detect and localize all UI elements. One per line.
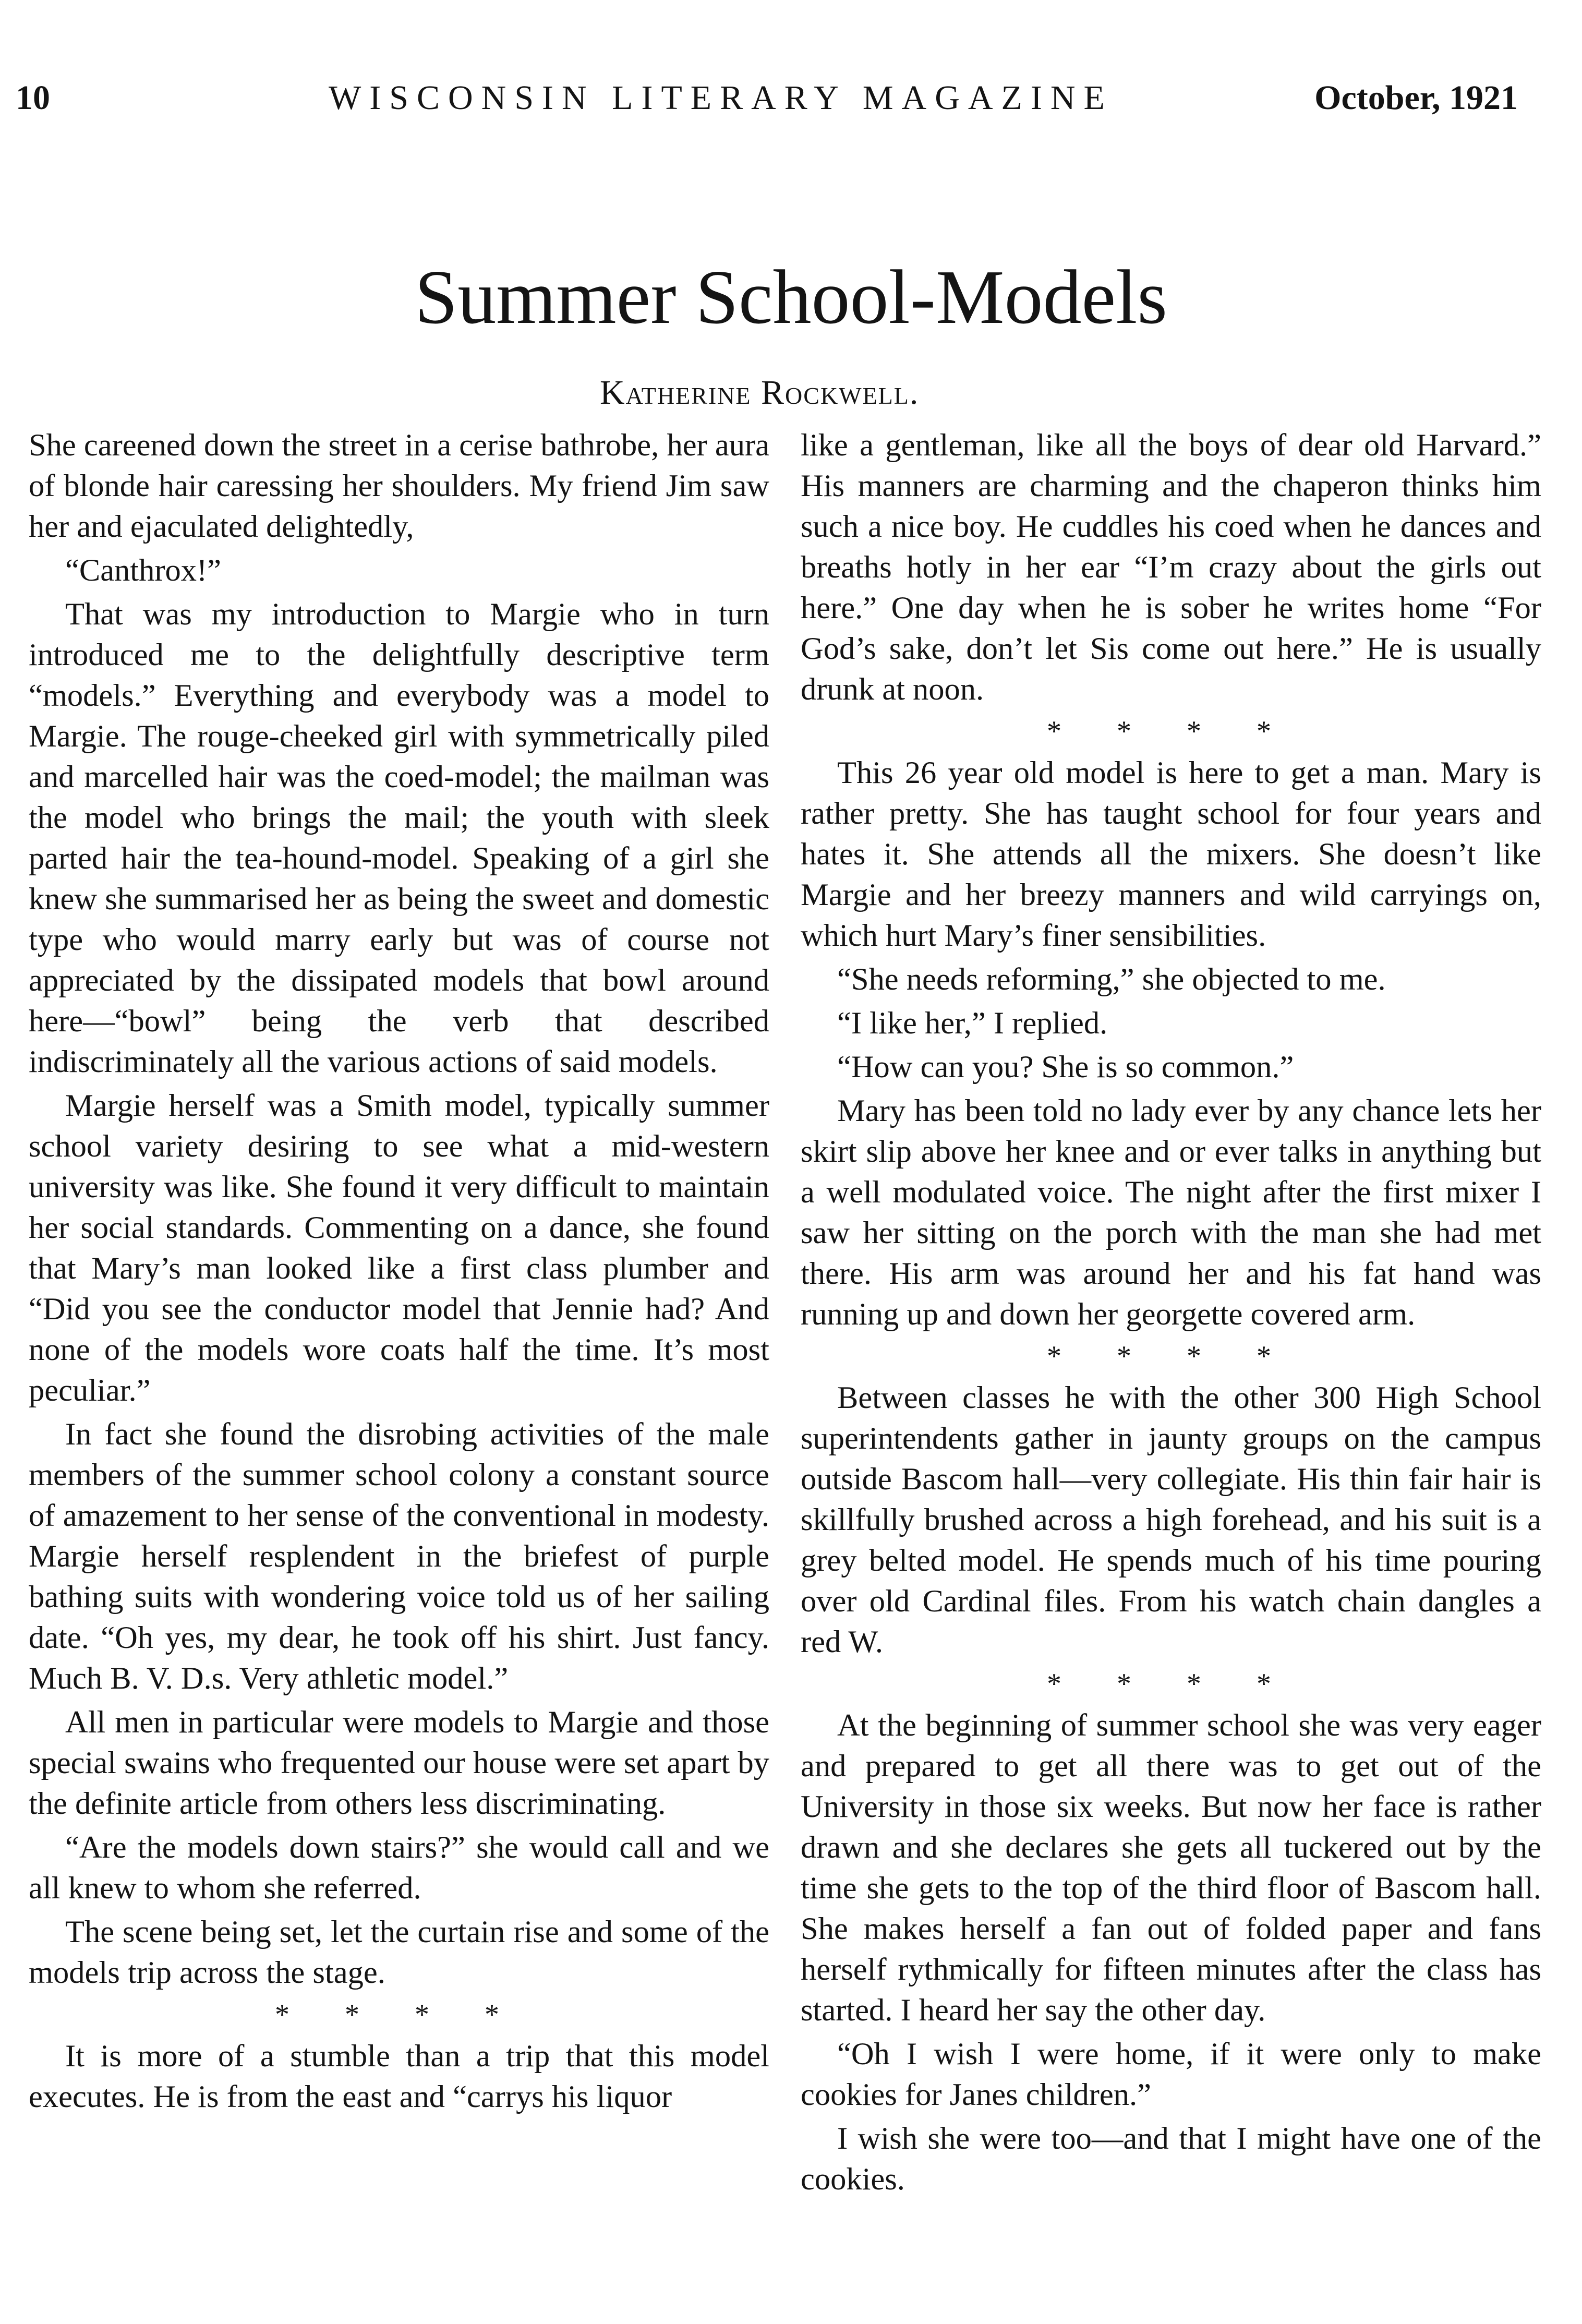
paragraph: “She needs reforming,” she objected to me.: [837, 962, 1386, 997]
paragraph: “I like her,” I replied.: [837, 1006, 1108, 1041]
right-column: [801, 425, 1541, 2203]
paragraph: All men in particular were models to Margie and those special swains who frequented our house were set apart by the definite article from others less discriminating.: [29, 1705, 769, 1821]
section-separator: * * * *: [1047, 715, 1295, 748]
left-column: [29, 425, 769, 2121]
paragraph: In fact she found the disrobing activities of the male members of the summer school colony a constant source of amazement to her sense of the conventional in modesty. Margie herself resplendent in the briefest of purple bathing suits with wondering voice told us of her sailing date. “Oh yes, my dear, he took off his shirt. Just fancy. Much B. V. D.s. Very athletic model.”: [29, 1417, 769, 1696]
running-head: [16, 78, 1528, 130]
section-separator: * * * *: [1047, 1668, 1295, 1700]
paragraph: She careened down the street in a cerise bathrobe, her aura of blonde hair caressing her shoulders. My friend Jim saw her and ejaculated delightedly,: [29, 428, 769, 544]
paragraph: “Oh I wish I were home, if it were only to make cookies for Janes children.”: [801, 2037, 1541, 2112]
paragraph: I wish she were too—and that I might have one of the cookies.: [801, 2121, 1541, 2197]
paragraph: “How can you? She is so common.”: [837, 1050, 1294, 1085]
paragraph: This 26 year old model is here to get a man. Mary is rather pretty. She has taught school for four years and hates it. She attends all the mixers. She doesn’t like Margie and her breezy manners and wild carryings on, which hurt Mary’s finer sensibilities.: [801, 755, 1541, 953]
paragraph: Margie herself was a Smith model, typically summer school variety desiring to see what a mid-western university was like. She found it very difficult to maintain her social standards. Commenting on a dance, she found that Mary’s man looked like a first class plumber and “Did you see the conductor model that Jennie had? And none of the models wore coats half the time. It’s most peculiar.”: [29, 1088, 769, 1408]
paragraph: “Are the models down stairs?” she would call and we all knew to whom she referred.: [29, 1830, 769, 1906]
magazine-title: WISCONSIN LITERARY MAGAZINE: [329, 79, 1113, 117]
paragraph: like a gentleman, like all the boys of dear old Harvard.” His manners are charming and the chaperon thinks him such a nice boy. He cuddles his coed when he dances and breaths hotly in her ear “I’m crazy about the girls out here.” One day when he is sober he writes home “For God’s sake, don’t let Sis come out here.” He is usually drunk at noon.: [801, 428, 1541, 707]
paragraph: That was my introduction to Margie who in turn introduced me to the delightfully descriptive term “models.” Everything and everybody was a model to Margie. The rouge-cheeked girl with symmetrically piled and marcelled hair was the coed-model; the mailman was the model who brings the mail; the youth with sleek parted hair the tea-hound-model. Speaking of a girl she knew she summarised her as being the sweet and domestic type who would marry early but was of course not appreciated by the dissipated models that bowl around here—“bowl” being the verb that described indiscriminately all the various actions of said models.: [29, 597, 769, 1079]
page-number: 10: [16, 79, 50, 117]
issue-date: October, 1921: [1314, 79, 1518, 117]
paragraph: The scene being set, let the curtain rise and some of the models trip across the stage.: [29, 1914, 769, 1990]
section-separator: * * * *: [275, 1998, 523, 2031]
article-author: Katherine Rockwell.: [600, 374, 920, 412]
article-title: Summer School-Models: [415, 255, 1167, 340]
paragraph: At the beginning of summer school she was very eager and prepared to get all there was to get out of the University in those six weeks. But now her face is rather drawn and she declares she gets all tuckered out by the time she gets to the top of the third floor of Bascom hall. She makes herself a fan out of folded paper and fans herself rythmically for fifteen minutes after the class has started. I heard her say the other day.: [801, 1708, 1541, 2028]
section-separator: * * * *: [1047, 1340, 1295, 1372]
paragraph: Between classes he with the other 300 High School superintendents gather in jaunty groups on the campus outside Bascom hall—very collegiate. His thin fair hair is skillfully brushed across a high forehead, and his suit is a grey belted model. He spends much of his time pouring over old Cardinal files. From his watch chain dangles a red W.: [801, 1380, 1541, 1659]
paragraph: It is more of a stumble than a trip that this model executes. He is from the east and “carrys his liquor: [29, 2039, 769, 2114]
paragraph: Mary has been told no lady ever by any chance lets her skirt slip above her knee and or ever talks in anything but a well modulated voice. The night after the first mixer I saw her sitting on the porch with the man she had met there. His arm was around her and his fat hand was running up and down her georgette covered arm.: [801, 1093, 1541, 1332]
paragraph: “Canthrox!”: [65, 553, 222, 588]
